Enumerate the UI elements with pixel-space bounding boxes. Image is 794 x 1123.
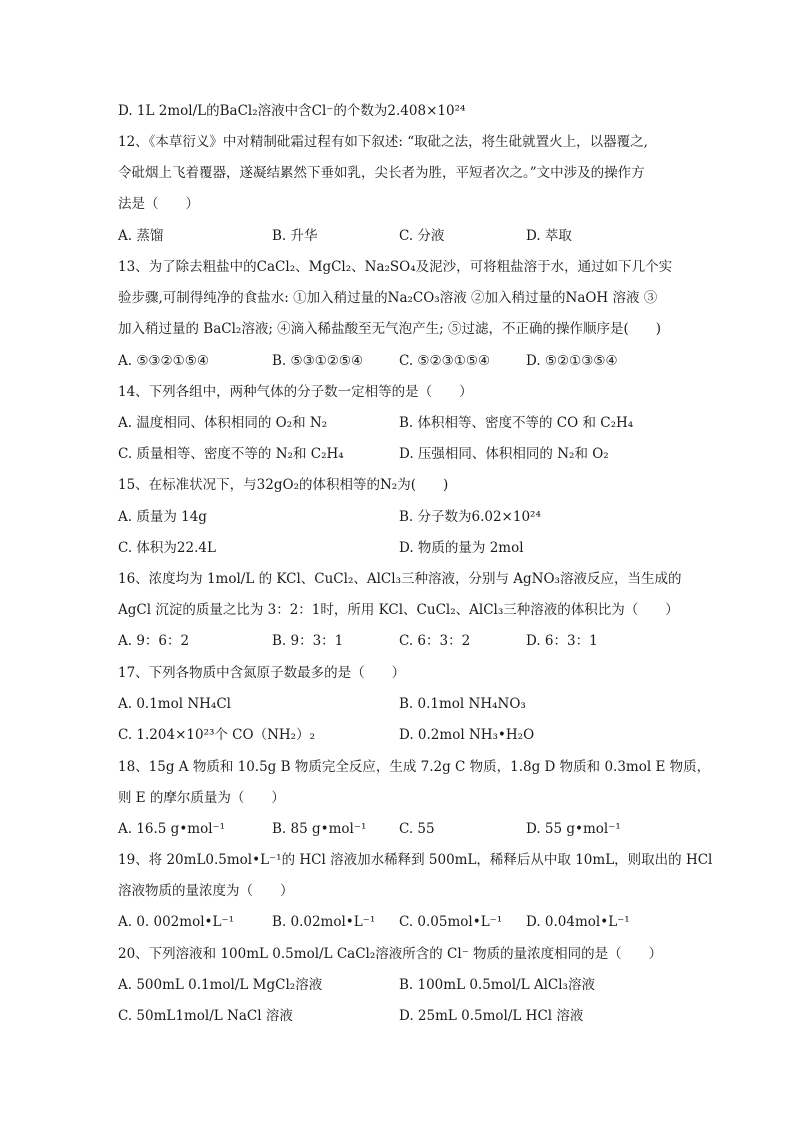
q20-option-a: A. 500mL 0.1mol/L MgCl₂溶液 [118,977,323,993]
q16-stem-line-2: AgCl 沉淀的质量之比为 3：2：1时，所用 KCl、CuCl₂、AlCl₃三种溶液的体积比为（ ） [118,602,679,618]
q15-option-a: A. 质量为 14g [118,509,207,525]
q18-option-c: C. 55 [399,821,435,837]
q18-option-b: B. 85 g•mol⁻¹ [272,821,367,837]
q12-option-a: A. 蒸馏 [118,228,164,244]
q13-stem-line-3: 加入稍过量的 BaCl₂溶液; ④滴入稀盐酸至无气泡产生; ⑤过滤，不正确的操作顺序是( ) [118,321,662,337]
q15-option-b: B. 分子数为6.02×10²⁴ [399,509,541,525]
q13-stem-line-1: 13、为了除去粗盐中的CaCl₂、MgCl₂、Na₂SO₄及泥沙，可将粗盐溶于水，通过如下几个实 [118,259,673,275]
q16-option-c: C. 6：3：2 [399,633,471,649]
q14-option-b: B. 体积相等、密度不等的 CO 和 C₂H₄ [399,415,634,431]
q19-stem-line-2: 溶液物质的量浓度为（ ） [118,883,294,899]
q14-stem: 14、下列各组中，两种气体的分子数一定相等的是（ ） [118,384,473,400]
q12-stem-line-1: 12、《本草衍义》中对精制砒霜过程有如下叙述: “取砒之法，将生砒就置火上，以器覆之, [118,134,648,150]
q15-stem: 15、在标准状况下，与32gO₂的体积相等的N₂为( ) [118,477,449,493]
q19-option-a: A. 0. 002mol•L⁻¹ [118,914,234,930]
q18-option-d: D. 55 g•mol⁻¹ [526,821,621,837]
q17-option-c: C. 1.204×10²³个 CO（NH₂）₂ [118,727,315,743]
q16-option-d: D. 6：3：1 [526,633,598,649]
q13-option-c: C. ⑤②③①⑤④ [399,353,491,369]
q18-option-a: A. 16.5 g•mol⁻¹ [118,821,226,837]
q17-option-a: A. 0.1mol NH₄Cl [118,696,231,712]
q12-option-c: C. 分液 [399,228,445,244]
q20-option-c: C. 50mL1mol/L NaCl 溶液 [118,1008,293,1024]
q19-option-b: B. 0.02mol•L⁻¹ [272,914,376,930]
q18-stem-line-1: 18、15g A 物质和 10.5g B 物质完全反应，生成 7.2g C 物质，1.8g D 物质和 0.3mol E 物质， [118,759,711,775]
q16-option-a: A. 9：6：2 [118,633,190,649]
q20-option-d: D. 25mL 0.5mol/L HCl 溶液 [399,1008,584,1024]
q14-option-a: A. 温度相同、体积相同的 O₂和 N₂ [118,415,328,431]
q12-option-d: D. 萃取 [526,228,572,244]
q13-option-d: D. ⑤②①③⑤④ [526,353,618,369]
q19-option-d: D. 0.04mol•L⁻¹ [526,914,630,930]
q16-option-b: B. 9：3：1 [272,633,344,649]
q19-stem-line-1: 19、将 20mL0.5mol•L⁻¹的 HCl 溶液加水稀释到 500mL，稀释后从中取 10mL，则取出的 HCl [118,852,713,868]
q17-option-b: B. 0.1mol NH₄NO₃ [399,696,526,712]
q18-stem-line-2: 则 E 的摩尔质量为（ ） [118,790,285,806]
q14-option-d: D. 压强相同、体积相同的 N₂和 O₂ [399,446,609,462]
q15-option-c: C. 体积为22.4L [118,540,216,556]
q13-option-a: A. ⑤③②①⑤④ [118,353,209,369]
q20-stem: 20、下列溶液和 100mL 0.5mol/L CaCl₂溶液所含的 Cl⁻ 物质的量浓度相同的是（ ） [118,946,663,962]
q11-option-d: D. 1L 2mol/L的BaCl₂溶液中含Cl⁻的个数为2.408×10²⁴ [118,103,466,119]
q15-option-d: D. 物质的量为 2mol [399,540,524,556]
q14-option-c: C. 质量相等、密度不等的 N₂和 C₂H₄ [118,446,344,462]
q12-stem-line-2: 令砒烟上飞着覆器，遂凝结累然下垂如乳，尖长者为胜，平短者次之。”文中涉及的操作方 [118,165,645,181]
q13-stem-line-2: 验步骤,可制得纯净的食盐水: ①加入稍过量的Na₂CO₃溶液 ②加入稍过量的NaOH 溶液 ③ [118,290,658,306]
q12-stem-line-3: 法是（ ） [118,196,199,212]
q19-option-c: C. 0.05mol•L⁻¹ [399,914,503,930]
q16-stem-line-1: 16、浓度均为 1mol/L 的 KCl、CuCl₂、AlCl₃三种溶液，分别与 AgNO₃溶液反应，当生成的 [118,571,682,587]
q20-option-b: B. 100mL 0.5mol/L AlCl₃溶液 [399,977,595,993]
q12-option-b: B. 升华 [272,228,318,244]
q17-stem: 17、下列各物质中含氮原子数最多的是（ ） [118,665,406,681]
q17-option-d: D. 0.2mol NH₃•H₂O [399,727,535,743]
q13-option-b: B. ⑤③①②⑤④ [272,353,364,369]
